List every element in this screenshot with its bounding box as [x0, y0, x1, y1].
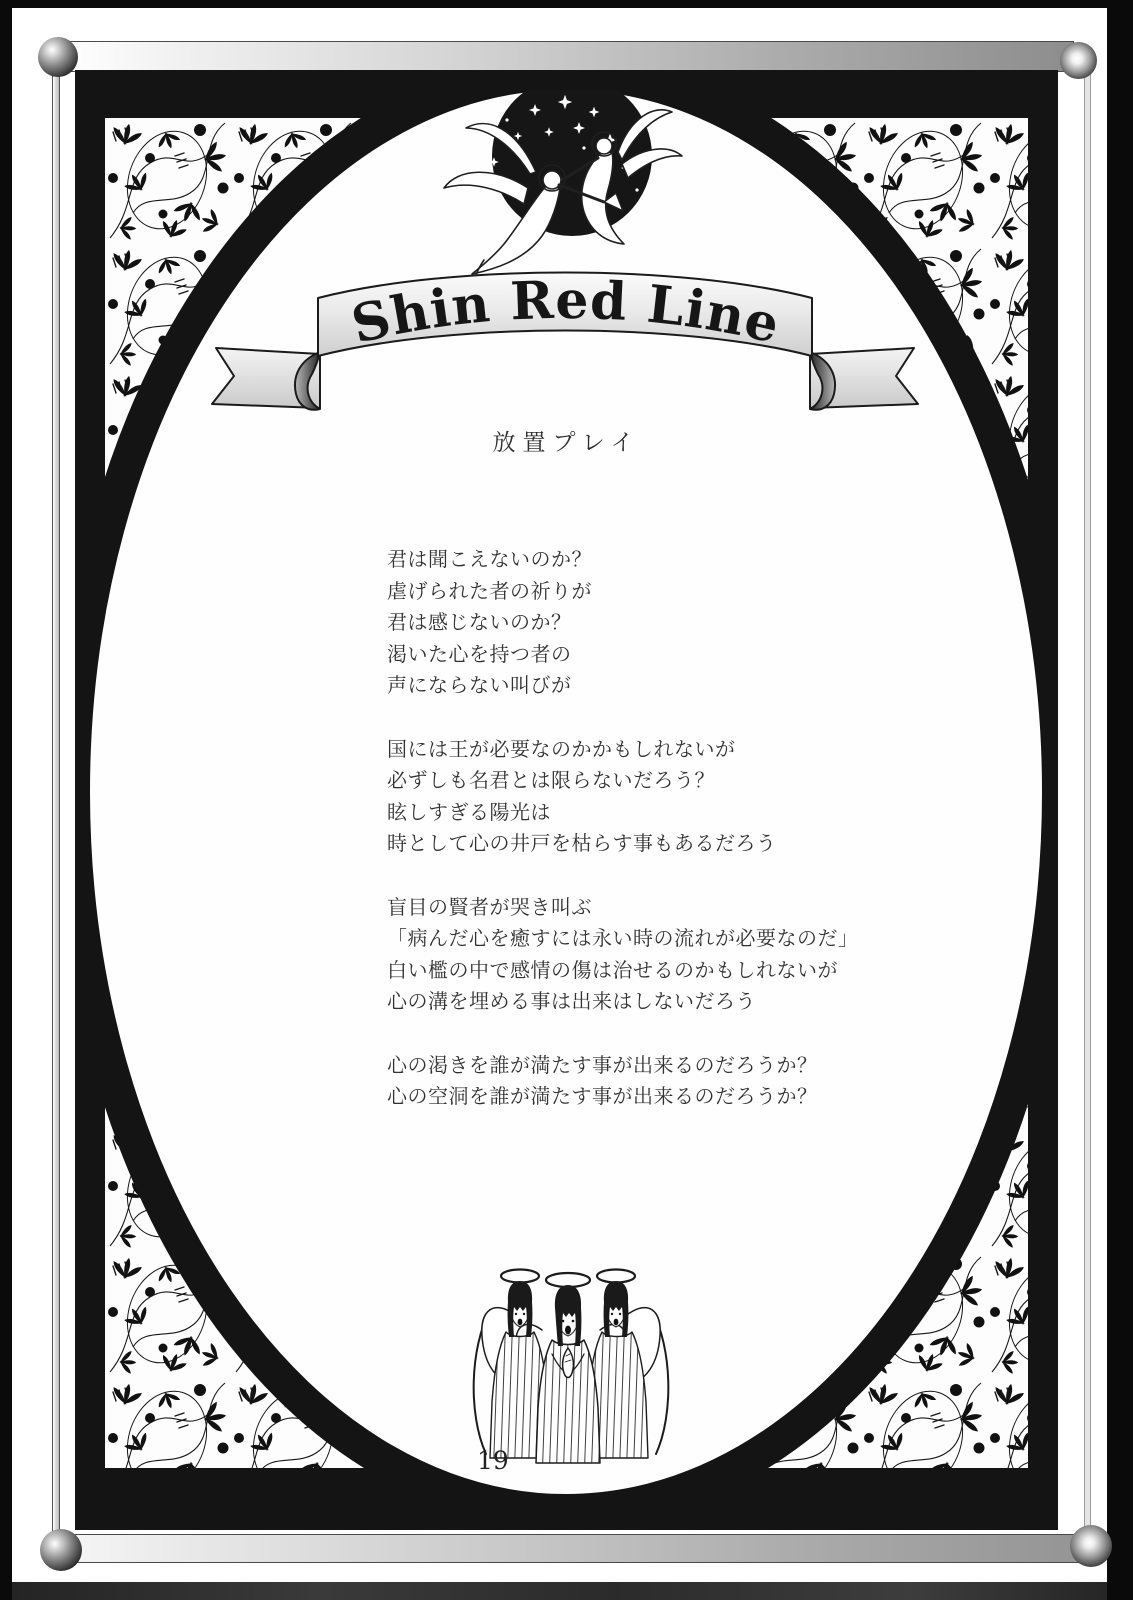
- halo-icon: [501, 1270, 539, 1283]
- angel-center: [536, 1273, 600, 1463]
- trumpeting-angels-icon: [432, 90, 717, 282]
- title-ribbon-banner: [200, 256, 930, 416]
- singing-mouth: [518, 1319, 523, 1326]
- halo-icon: [546, 1273, 590, 1287]
- poem-stanza: [387, 1050, 859, 1113]
- poem-line: 君は聞こえないのか？: [387, 547, 592, 571]
- singing-mouth: [565, 1326, 571, 1335]
- poem-stanza: [387, 734, 859, 860]
- poem-line: 眩しすぎる陽光は: [387, 799, 551, 824]
- singing-angels-choir-icon: [456, 1252, 686, 1464]
- poem-stanza: [387, 544, 859, 702]
- halo-icon: [597, 1270, 635, 1283]
- poem-line: 心の渇きを誰が満たす事が出来るのだろうか？: [387, 1052, 818, 1077]
- poem-line: 心の空洞を誰が満たす事が出来るのだろうか？: [387, 1084, 818, 1108]
- poem-body: [387, 544, 859, 1145]
- poem-line: 必ずしも名君とは限らないだろう？: [387, 768, 715, 792]
- poem-title: 放置プレイ: [492, 430, 641, 456]
- poem-line: 白い檻の中で感情の傷は治せるのかもしれないが: [387, 957, 838, 982]
- poem-line: 「病んだ心を癒すには永い時の流れが必要なのだ」: [387, 926, 859, 950]
- poem-line: 渇いた心を持つ者の: [387, 641, 572, 666]
- poem-stanza: [387, 892, 859, 1018]
- poem-line: 虐げられた者の祈りが: [387, 578, 592, 603]
- singing-mouth: [614, 1319, 619, 1326]
- poem-line: 時として心の井戸を枯らす事もあるだろう: [387, 831, 777, 855]
- banner-title: Shin Red Line: [346, 269, 786, 356]
- poem-line: 声にならない叫びが: [387, 673, 572, 697]
- poem-line: 国には王が必要なのかかもしれないが: [387, 736, 736, 761]
- poem-line: 盲目の賢者が哭き叫ぶ: [387, 894, 592, 919]
- page-number: 19: [477, 1446, 509, 1475]
- poem-line: 心の溝を埋める事は出来はしないだろう: [387, 989, 756, 1013]
- poem-line: 君は感じないのか？: [387, 610, 572, 634]
